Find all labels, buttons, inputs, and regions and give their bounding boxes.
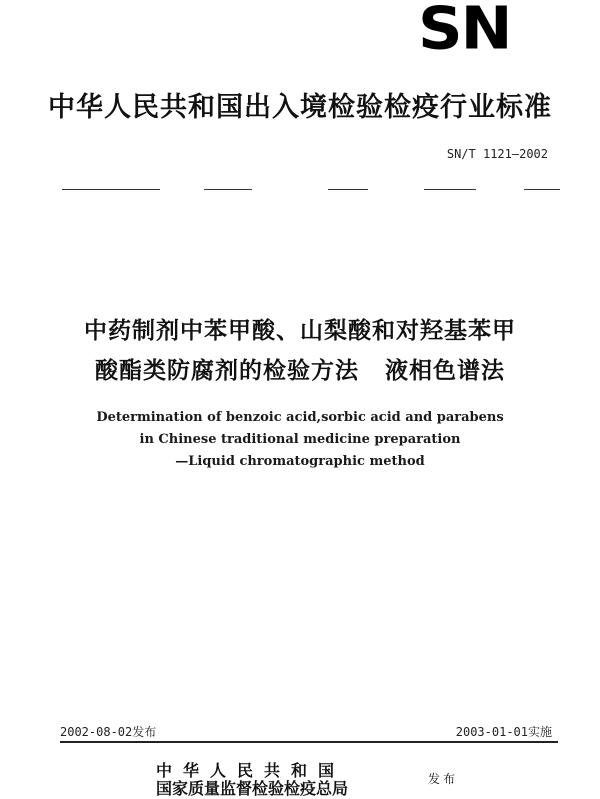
publish-label: 发布 <box>428 772 459 786</box>
title-zh-line-2-main: 酸酯类防腐剂的检验方法 <box>95 358 359 384</box>
header-rule-1 <box>62 189 160 190</box>
header-rule-3 <box>328 189 368 190</box>
title-zh-line-1: 中药制剂中苯甲酸、山梨酸和对羟基苯甲 <box>84 318 516 344</box>
standard-number: SN/T 1121—2002 <box>446 147 548 161</box>
header-rule-4 <box>424 189 476 190</box>
title-en-line-3: —Liquid chromatographic method <box>175 454 425 469</box>
issuer-line-2: 国家质量监督检验检疫总局 <box>156 779 349 798</box>
sn-logo: SN <box>418 0 511 63</box>
footer-rule <box>60 741 558 743</box>
issue-date: 2002-08-02发布 <box>60 725 157 739</box>
issuer-line-1: 中华人民共和国 <box>156 761 346 780</box>
title-en-line-2: in Chinese traditional medicine preparation <box>139 432 461 447</box>
title-zh-line-2-method: 液相色谱法 <box>385 358 505 384</box>
header-rule-5 <box>524 189 560 190</box>
title-zh-line-2 <box>0 352 600 385</box>
header-rule-2 <box>204 189 252 190</box>
organization-title: 中华人民共和国出入境检验检疫行业标准 <box>48 92 552 123</box>
effective-date: 2003-01-01实施 <box>455 725 552 739</box>
title-en-line-1: Determination of benzoic acid,sorbic acid and parabens <box>96 410 504 425</box>
